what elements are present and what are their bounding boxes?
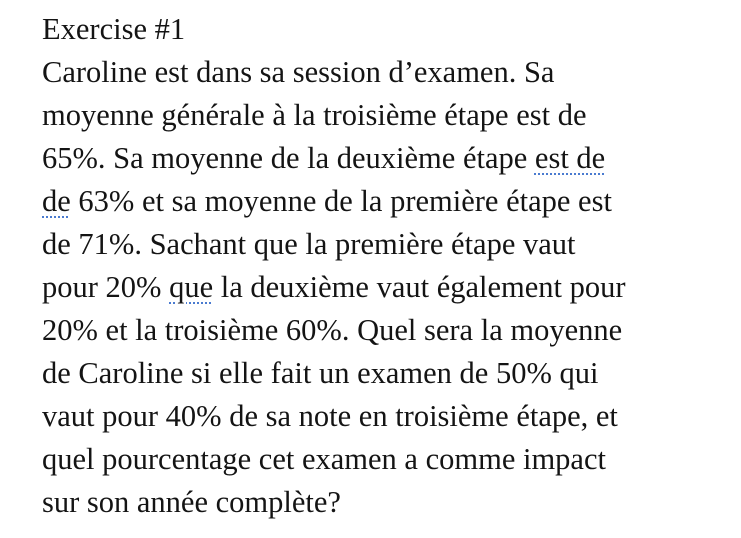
paragraph-line-7 [42,309,732,352]
line-text: 20% et la troisième 60%. Quel sera la moyenne [42,313,623,347]
paragraph-line-9 [42,395,732,438]
line-text: 65%. Sa moyenne de la deuxième étape [42,141,535,175]
paragraph-line-3 [42,137,732,180]
paragraph-line-10 [42,438,732,481]
paragraph-line-2 [42,94,732,137]
line-text: vaut pour 40% de sa note en troisième étape, et [42,399,618,433]
line-text: la deuxième vaut également pour [213,270,626,304]
paragraph-line-6 [42,266,732,309]
line-text: 63% et sa moyenne de la première étape est [70,184,612,218]
line-text: pour 20% [42,270,170,304]
grammar-flag-de[interactable]: de [42,184,71,218]
paragraph-line-11 [42,481,732,524]
line-text: quel pourcentage cet examen a comme impact [42,442,606,476]
grammar-flag-que[interactable]: que [169,270,214,304]
exercise-document [42,8,732,524]
line-text: de 71%. Sachant que la première étape vaut [42,227,576,261]
paragraph-line-5 [42,223,732,266]
line-text: sur son année complète? [42,485,341,519]
paragraph-line-1 [42,51,732,94]
grammar-flag-est-de[interactable]: est de [534,141,606,175]
line-text: de Caroline si elle fait un examen de 50% qui [42,356,599,390]
paragraph-line-4 [42,180,732,223]
paragraph-line-8 [42,352,732,395]
line-text: moyenne générale à la troisième étape est de [42,98,587,132]
line-text: Caroline est dans sa session d’examen. Sa [42,55,555,89]
exercise-title: Exercise #1 [42,12,186,46]
